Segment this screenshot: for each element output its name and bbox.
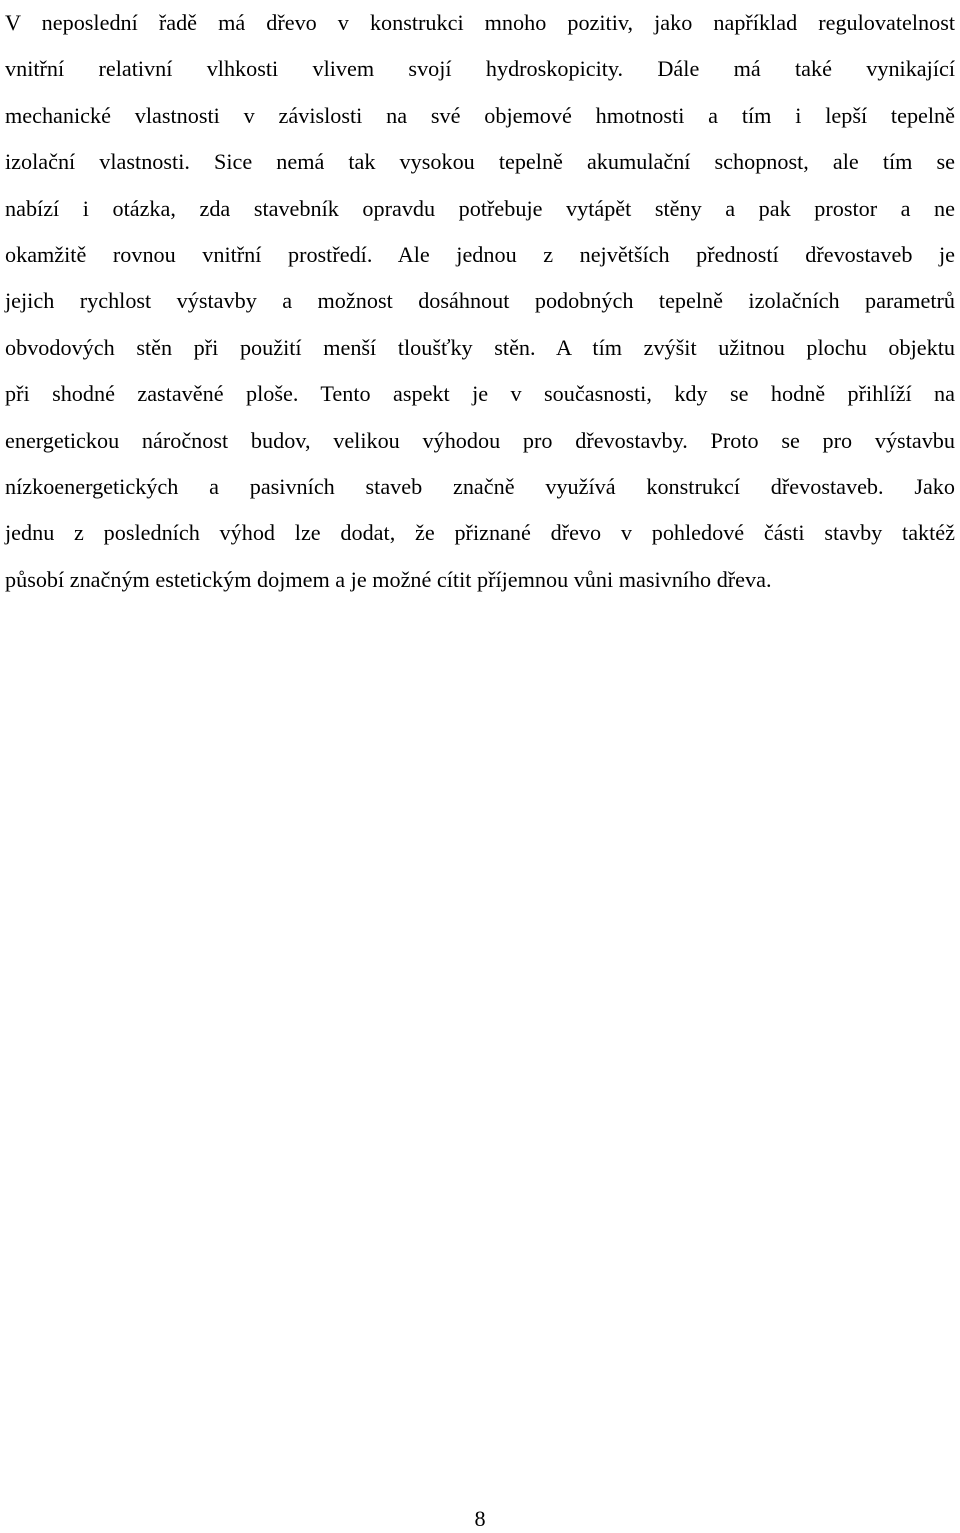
paragraph-line: mechanické vlastnosti v závislosti na své objemové hmotnosti a tím i lepší tepelně	[5, 102, 955, 128]
paragraph-line: energetickou náročnost budov, velikou výhodou pro dřevostavby. Proto se pro výstavbu	[5, 427, 955, 453]
paragraph-line: působí značným estetickým dojmem a je možné cítit příjemnou vůni masivního dřeva.	[5, 566, 772, 592]
paragraph-line: izolační vlastnosti. Sice nemá tak vysokou tepelně akumulační schopnost, ale tím se	[5, 149, 955, 175]
paragraph-line: obvodových stěn při použití menší tloušťky stěn. A tím zvýšit užitnou plochu objektu	[5, 334, 955, 360]
paragraph-line: okamžitě rovnou vnitřní prostředí. Ale jednou z největších předností dřevostaveb je	[5, 241, 955, 267]
paragraph-line: jejich rychlost výstavby a možnost dosáhnout podobných tepelně izolačních parametrů	[5, 288, 955, 314]
paragraph-line: při shodné zastavěné ploše. Tento aspekt je v současnosti, kdy se hodně přihlíží na	[5, 381, 955, 407]
body-paragraph	[5, 0, 955, 603]
paragraph-line: nabízí i otázka, zda stavebník opravdu potřebuje vytápět stěny a pak prostor a ne	[5, 195, 955, 221]
paragraph-line: V neposlední řadě má dřevo v konstrukci mnoho pozitiv, jako například regulovatelnost	[5, 10, 955, 35]
paragraph-line: vnitřní relativní vlhkosti vlivem svojí hydroskopicity. Dále má také vynikající	[5, 56, 955, 82]
page-number: 8	[474, 1506, 486, 1531]
paragraph-line: nízkoenergetických a pasivních staveb značně využívá konstrukcí dřevostaveb. Jako	[5, 473, 955, 499]
paragraph-line: jednu z posledních výhod lze dodat, že přiznané dřevo v pohledové části stavby taktéž	[5, 520, 955, 546]
